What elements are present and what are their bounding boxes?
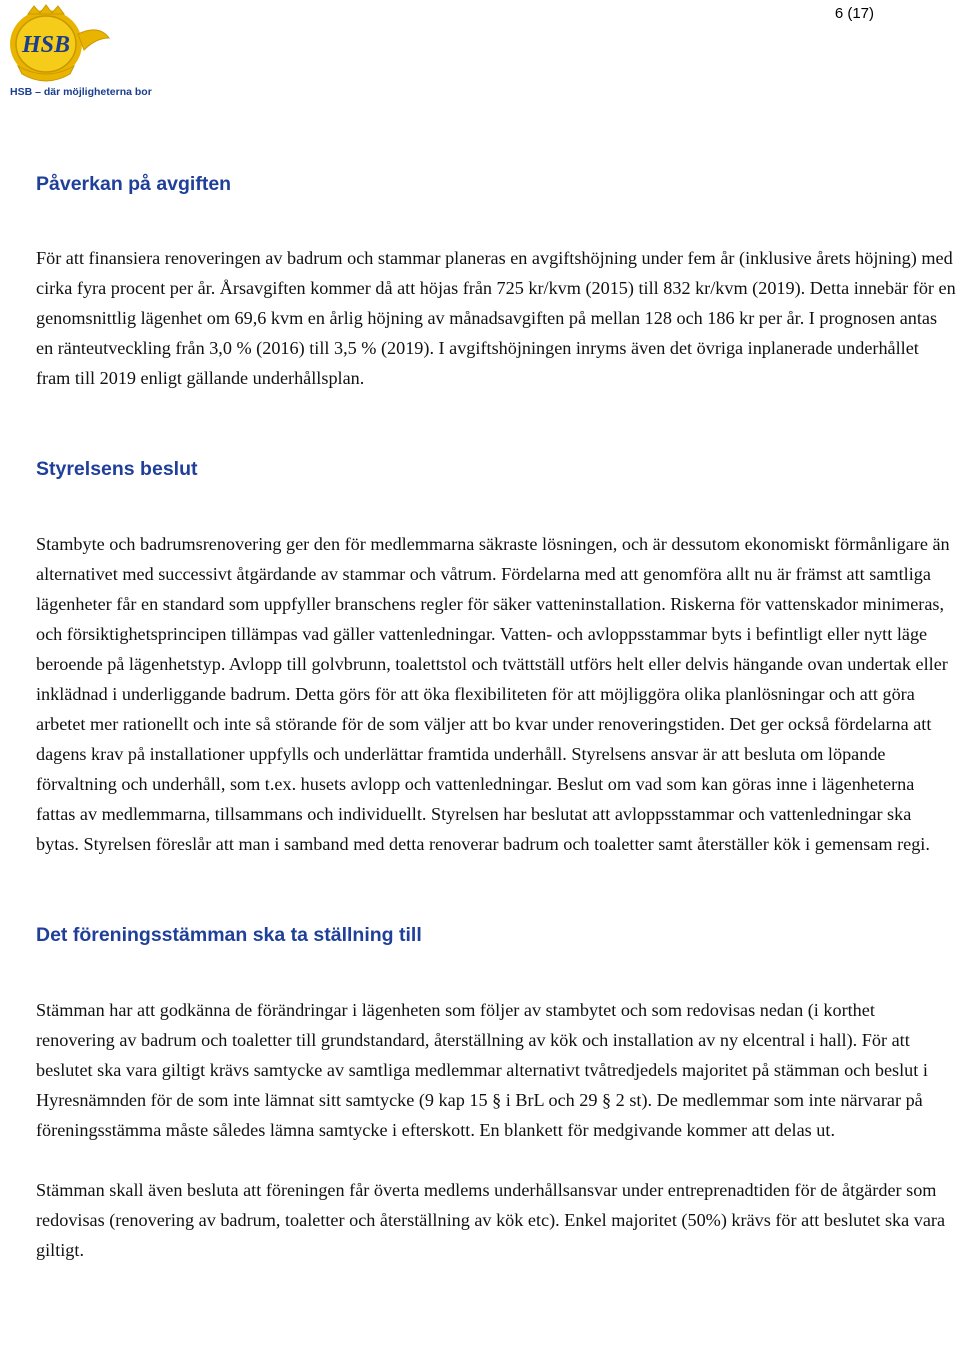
logo-tagline: HSB – där möjligheterna bor xyxy=(10,86,152,98)
hsb-logo xyxy=(4,4,152,102)
svg-text:HSB: HSB xyxy=(21,32,71,58)
section-title-meeting-decisions: Det föreningsstämman ska ta ställning till xyxy=(36,924,422,946)
page-number: 6 (17) xyxy=(834,5,874,22)
section-title-fee-impact: Påverkan på avgiften xyxy=(36,173,232,195)
section-paragraph: För att finansiera renoveringen av badrum och stammar planeras en avgiftshöjning under fem år (inklusive årets höjning) med cirka fyra procent per år. Årsavgiften kommer då att höjas från 725 kr/kvm (2015) till 832 kr/kvm (2019). Detta innebär för en genomsnittlig lägenhet om 69,6 kvm en årlig höjning av månadsavgiften på mellan 128 och 186 kr per år. I prognosen antas en ränteutveckling från 3,0 % (2016) till 3,5 % (2019). I avgiftshöjningen inryms även det övriga inplanerade underhållet fram till 2019 enligt gällande underhållsplan. xyxy=(36,248,956,388)
hsb-emblem-icon xyxy=(4,4,114,84)
section-paragraph: Stambyte och badrumsrenovering ger den för medlemmarna säkraste lösningen, och är dessutom ekonomiskt förmånligare än alternativet med successivt åtgärdande av stammar och våtrum. Fördelarna med att genomföra allt nu är främst att samtliga lägenheter får en standard som uppfyller branschens regler för säker vatteninstallation. Riskerna för vattenskador minimeras, och försiktighetsprincipen tillämpas vad gäller vattenledningar. Vatten- och avloppsstammar byts i befintligt eller nytt läge beroende på lägenhetstyp. Avlopp till golvbrunn, toalettstol och tvättställ utförs helt eller delvis hängande ovan undertak eller inklädnad i underliggande badrum. Detta görs för att öka flexibiliteten för att möjliggöra olika planlösningar och att göra arbetet mer rationellt och inte så störande för de som väljer att bo kvar under renoveringstiden. Det ger också fördelarna att dagens krav på installationer uppfylls och underlättar framtida underhåll. Styrelsens ansvar är att besluta om löpande förvaltning och underhåll, som t.ex. husets avlopp och vattenledningar. Beslut om vad som kan göras inne i lägenheterna fattas av medlemmarna, tillsammans och individuellt. Styrelsen har beslutat att avloppsstammar och vattenledningar ska bytas. Styrelsen föreslår att man i samband med detta renoverar badrum och toaletter samt återställer kök i gemensam regi. xyxy=(36,534,950,854)
section-paragraph: Stämman skall även besluta att föreningen får överta medlems underhållsansvar under entreprenadtiden för de åtgärder som redovisas (renovering av badrum, toaletter och återställning av kök etc). Enkel majoritet (50%) krävs för att beslutet ska vara giltigt. xyxy=(36,1180,946,1260)
document-body xyxy=(36,170,956,1265)
section-paragraph: Stämman har att godkänna de förändringar i lägenheten som följer av stambytet och som redovisas nedan (i korthet renovering av badrum och toaletter till grundstandard, återställning av kök och installation av ny elcentral i hall). För att beslutet ska vara giltigt krävs samtycke av samtliga medlemmar alternativt tvåtredjedels majoritet på stämman och beslut i Hyresnämnden för de som inte lämnat sitt samtycke (9 kap 15 § i BrL och 29 § 2 st). De medlemmar som inte närvarar på föreningsstämma måste således lämna samtycke i efterskott. En blankett för medgivande kommer att delas ut. xyxy=(36,1000,928,1140)
section-title-board-decision: Styrelsens beslut xyxy=(36,458,198,480)
